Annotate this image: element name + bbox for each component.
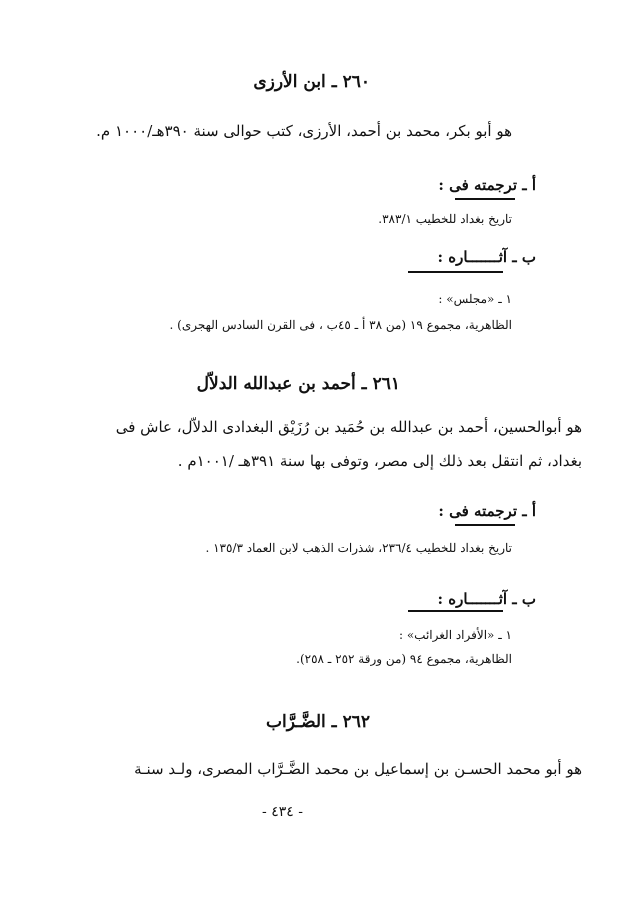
entry-262-bio-line-1: هو أبو محمد الحسـن بن إسماعيل بن محمد الضَّـرَّاب المصرى، ولـد سنـة (134, 760, 582, 778)
entry-260-title: ٢٦٠ ـ ابن الأرزى (253, 72, 370, 92)
entry-260-bio: هو أبو بكر، محمد بن أحمد، الأرزى، كتب حوالى سنة ٣٩٠هـ/١٠٠٠ م. (96, 122, 512, 140)
entry-261-section-a-underline (455, 524, 515, 526)
entry-261-work-1-title: ١ ـ «الأفراد الغرائب» : (398, 628, 512, 642)
entry-261-title: ٢٦١ ـ أحمد بن عبدالله الدلاّل (196, 374, 400, 394)
entry-261-section-a-text: تاريخ بغداد للخطيب ٢٣٦/٤، شذرات الذهب لابن العماد ١٣٥/٣ . (205, 541, 512, 555)
entry-261-section-b-label: ب ـ آثـــــــاره : (437, 590, 536, 608)
entry-261-bio-line-2: بغداد، ثم انتقل بعد ذلك إلى مصر، وتوفى بها سنة ٣٩١هـ /١٠٠١م . (177, 452, 582, 470)
entry-260-section-b-label: ب ـ آثـــــــاره : (437, 248, 536, 266)
entry-260-section-a-text: تاريخ بغداد للخطيب ٣٨٣/١. (378, 212, 512, 226)
entry-260-section-a-label: أ ـ ترجمته فى : (438, 176, 536, 194)
page-number: - ٤٣٤ - (262, 804, 303, 820)
entry-261-section-a-label: أ ـ ترجمته فى : (438, 502, 536, 520)
entry-260-work-1-manuscript: الظاهرية، مجموع ١٩ (من ٣٨ أ ـ ٤٥ب ، فى القرن السادس الهجرى) . (169, 318, 512, 332)
entry-260-section-a-underline (455, 198, 515, 200)
entry-261-work-1-manuscript: الظاهرية، مجموع ٩٤ (من ورقة ٢٥٢ ـ ٢٥٨). (296, 652, 512, 666)
entry-260-work-1-title: ١ ـ «مجلس» : (438, 292, 512, 306)
entry-262-title: ٢٦٢ ـ الضَّـرَّاب (266, 712, 370, 732)
entry-260-section-b-underline (408, 271, 503, 273)
entry-261-section-b-underline (408, 610, 503, 612)
entry-261-bio-line-1: هو أبوالحسين، أحمد بن عبدالله بن حُمَيد بن رُزَيْق البغدادى الدلاّل، عاش فى (115, 418, 582, 436)
